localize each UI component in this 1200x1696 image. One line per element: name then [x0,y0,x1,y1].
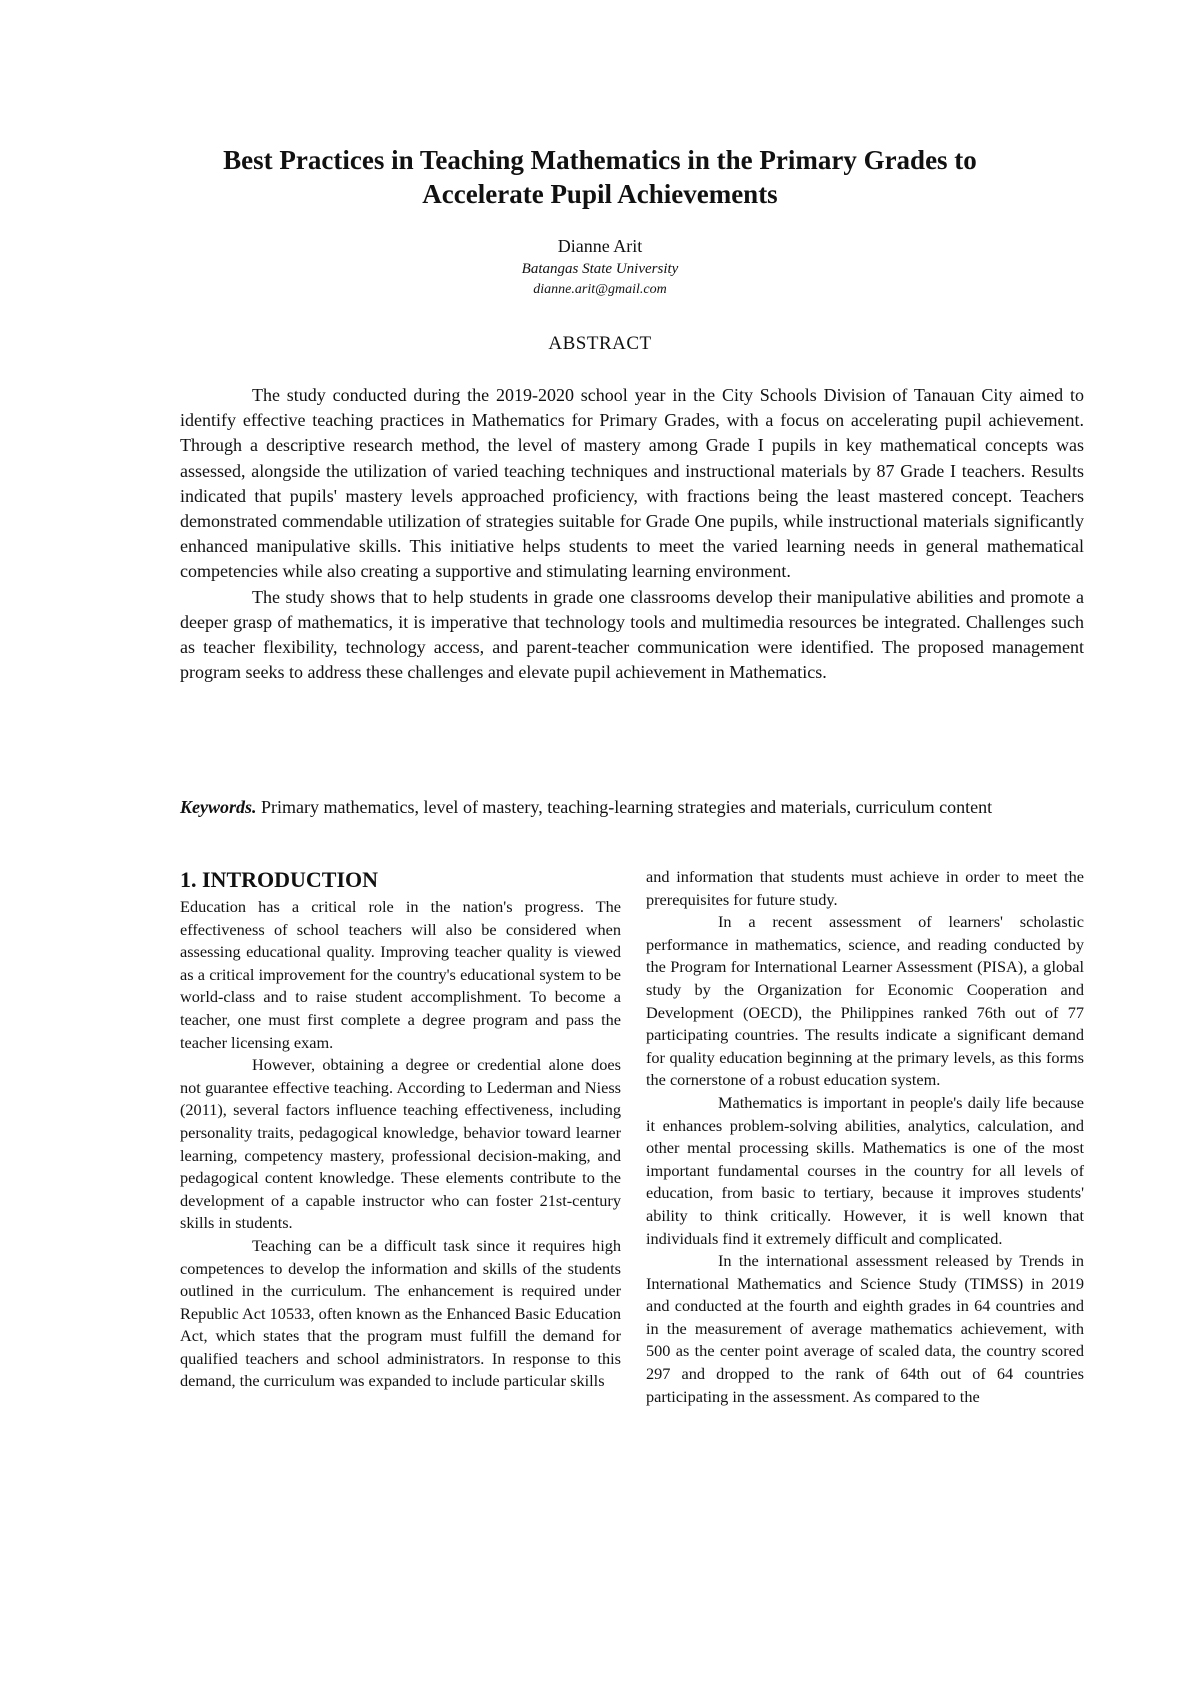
left-column [180,866,621,1393]
paper-title-line-2: Accelerate Pupil Achievements [422,179,778,209]
abstract-heading: ABSTRACT [548,333,652,354]
abstract-body [180,383,1084,685]
right-column [646,866,1084,1408]
author-email: dianne.arit@gmail.com [533,282,667,297]
keywords-text: Primary mathematics, level of mastery, teaching-learning strategies and materials, curriculum content [256,797,993,817]
keywords [180,795,1084,820]
keywords-label: Keywords. [180,797,257,817]
body-paragraph: Education has a critical role in the nation's progress. The effectiveness of school teachers will also be considered when assessing educational quality. Improving teacher quality is viewed as a critical improvement for the country's educational system to be world-class and to raise student accomplishment. To become a teacher, one must first complete a degree program and pass the teacher licensing exam. [180,897,621,1052]
author-affiliation: Batangas State University [521,261,679,277]
author-name: Dianne Arit [557,236,643,256]
section-heading-introduction: 1. INTRODUCTION [180,867,379,892]
author-block [150,234,1050,300]
body-paragraph: In a recent assessment of learners' scholastic performance in mathematics, science, and reading conducted by the Program for International Learner Assessment (PISA), a global study by the Organization for Economic Cooperation and Development (OECD), the Philippines ranked 76th out of 77 participating countries. The results indicate a significant demand for quality education beginning at the primary levels, as this forms the cornerstone of a robust education system. [646,912,1084,1090]
body-paragraph: However, obtaining a degree or credential alone does not guarantee effective teaching. According to Lederman and Niess (2011), several factors influence teaching effectiveness, including personality traits, pedagogical knowledge, behavior toward learner learning, competency mastery, professional decision-making, and pedagogical content knowledge. These elements contribute to the development of a capable instructor who can foster 21st-century skills in students. [180,1055,621,1233]
abstract-paragraph: The study shows that to help students in grade one classrooms develop their manipulative abilities and promote a deeper grasp of mathematics, it is imperative that technology tools and multimedia resources be integrated. Challenges such as teacher flexibility, technology access, and parent-teacher communication were identified. The proposed management program seeks to address these challenges and elevate pupil achievement in Mathematics. [180,586,1084,683]
body-paragraph: Mathematics is important in people's daily life because it enhances problem-solving abilities, analytics, calculation, and other mental processing skills. Mathematics is one of the most important fundamental courses in the country for all levels of education, from basic to tertiary, because it improves students' ability to think critically. However, it is well known that individuals find it extremely difficult and complicated. [646,1092,1084,1248]
abstract-paragraph: The study conducted during the 2019-2020 school year in the City Schools Division of Tanauan City aimed to identify effective teaching practices in Mathematics for Primary Grades, with a focus on accelerating pupil achievement. Through a descriptive research method, the level of mastery among Grade I pupils in key mathematical concepts was assessed, alongside the utilization of varied teaching techniques and instructional materials by 87 Grade I teachers. Results indicated that pupils' mastery levels approached proficiency, with fractions being the least mastered concept. Teachers demonstrated commendable utilization of strategies suitable for Grade One pupils, while instructional materials significantly enhanced manipulative skills. This initiative helps students to meet the varied learning needs in general mathematical competencies while also creating a supportive and stimulating learning environment. [180,385,1084,582]
body-paragraph: In the international assessment released by Trends in International Mathematics and Science Study (TIMSS) in 2019 and conducted at the fourth and eighth grades in 64 countries and in the measurement of average mathematics achievement, with 500 as the center point average of scaled data, the country scored 297 and dropped to the rank of 64th out of 64 countries participating in the assessment. As compared to the [646,1251,1084,1406]
paper-title-line-1: Best Practices in Teaching Mathematics in the Primary Grades to [223,145,977,175]
paper-title [150,143,1050,211]
body-paragraph: Teaching can be a difficult task since it requires high competences to develop the information and skills of the students outlined in the curriculum. The enhancement is required under Republic Act 10533, often known as the Enhanced Basic Education Act, which states that the program must fulfill the demand for qualified teachers and school administrators. In response to this demand, the curriculum was expanded to include particular skills [180,1235,621,1391]
body-paragraph: and information that students must achieve in order to meet the prerequisites for future study. [646,867,1084,909]
